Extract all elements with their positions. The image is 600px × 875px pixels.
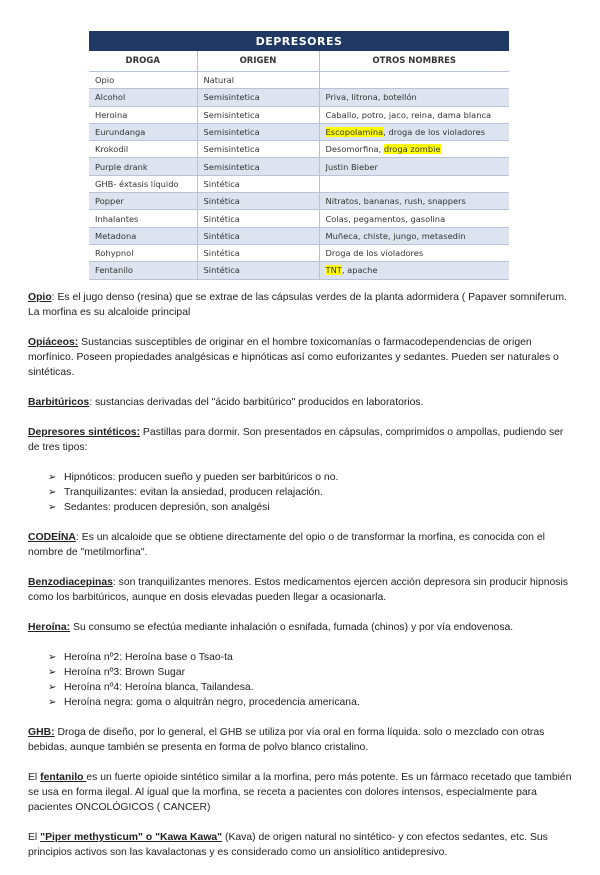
table-row bbox=[89, 72, 509, 89]
text-fentanilo: es un fuerte opioide sintético similar a la morfina, pero más potente. Es un fármaco recetado que también se usa en forma ilegal. Al igual que la morfina, se receta a pacientes con dolores intensos, especialmente para pacientes ONCOLÓGICOS ( CANCER) bbox=[28, 772, 572, 813]
paragraph-barbituricos bbox=[28, 395, 576, 410]
cell-otros bbox=[319, 262, 509, 279]
highlight: droga zombie bbox=[383, 144, 441, 155]
cell-otros: Priva, litrona, botellón bbox=[319, 89, 509, 106]
text-opio: : Es el jugo denso (resina) que se extrae de las cápsulas verdes de la planta adormidera ( Papaver somniferum. La morfina es su alcaloide principal bbox=[28, 292, 567, 318]
cell-origen: Semisintetica bbox=[197, 89, 319, 106]
cell-otros: Justin Bieber bbox=[319, 158, 509, 175]
text-heroina: Su consumo se efectúa mediante inhalación o esnifada, fumada (chinos) y por vía endovenosa. bbox=[70, 622, 514, 633]
cell-otros-text: , droga de los violadores bbox=[383, 127, 486, 138]
cell-origen: Natural bbox=[197, 72, 319, 89]
list-item: ➢ Tranquilizantes: evitan la ansiedad, producen relajación. bbox=[48, 485, 576, 500]
cell-droga: Opio bbox=[89, 72, 197, 89]
cell-droga: Purple drank bbox=[89, 158, 197, 175]
table-row bbox=[89, 141, 509, 158]
paragraph-kava bbox=[28, 830, 576, 860]
highlight: TNT bbox=[325, 265, 342, 276]
paragraph-sinteticos bbox=[28, 425, 576, 455]
cell-origen: Sintética bbox=[197, 262, 319, 279]
pre-kava: El bbox=[28, 832, 41, 843]
text-kava: (Kava) de origen natural no sintético- y con efectos sedantes, etc. Sus principios activos son las kavalactonas y es considerado como un ansiolítico antidepresivo. bbox=[28, 832, 548, 858]
pre-fentanilo: El bbox=[28, 772, 41, 783]
table-row bbox=[89, 210, 509, 227]
list-item: ➢ Heroína nº4: Heroína blanca, Tailandesa. bbox=[48, 680, 576, 695]
cell-origen: Sintética bbox=[197, 193, 319, 210]
cell-otros bbox=[319, 175, 509, 192]
list-item: ➢ Heroína nº2: Heroína base o Tsao-ta bbox=[48, 650, 576, 665]
text-sinteticos: Pastillas para dormir. Son presentados en cápsulas, comprimidos o ampollas, pudiendo ser de tres tipos: bbox=[28, 427, 564, 453]
table-row bbox=[89, 227, 509, 244]
cell-origen: Sintética bbox=[197, 227, 319, 244]
cell-droga: Rohypnol bbox=[89, 244, 197, 261]
depresores-table-container bbox=[89, 31, 509, 280]
term-fentanilo: fentanilo bbox=[40, 772, 87, 783]
cell-droga: GHB- éxtasis líquido bbox=[89, 175, 197, 192]
paragraph-opio bbox=[28, 290, 576, 320]
cell-origen: Sintética bbox=[197, 244, 319, 261]
cell-droga: Fentanilo bbox=[89, 262, 197, 279]
term-heroina: Heroína: bbox=[28, 622, 71, 633]
cell-origen: Sintética bbox=[197, 175, 319, 192]
cell-origen: Semisintetica bbox=[197, 106, 319, 123]
cell-otros bbox=[319, 72, 509, 89]
paragraph-heroina bbox=[28, 620, 576, 635]
cell-otros: Nitratos, bananas, rush, snappers bbox=[319, 193, 509, 210]
cell-droga: Inhalantes bbox=[89, 210, 197, 227]
term-ghb: GHB: bbox=[28, 727, 55, 738]
cell-otros bbox=[319, 123, 509, 140]
paragraph-fentanilo bbox=[28, 770, 576, 815]
cell-otros: Colas, pegamentos, gasolina bbox=[319, 210, 509, 227]
cell-otros-text: Desomorfina, bbox=[325, 144, 384, 155]
list-sinteticos bbox=[28, 470, 576, 515]
list-item: ➢ Sedantes: producen depresión, son analgési bbox=[48, 500, 576, 515]
cell-droga: Eurundanga bbox=[89, 123, 197, 140]
header-droga: DROGA bbox=[89, 51, 197, 72]
cell-origen: Semisintetica bbox=[197, 123, 319, 140]
table-row bbox=[89, 106, 509, 123]
term-benzodiacepinas: Benzodiacepinas bbox=[28, 577, 113, 588]
highlight: Escopolamina bbox=[325, 127, 384, 138]
cell-droga: Heroina bbox=[89, 106, 197, 123]
cell-droga: Popper bbox=[89, 193, 197, 210]
list-heroina bbox=[28, 650, 576, 710]
cell-droga: Metadona bbox=[89, 227, 197, 244]
term-codeina: CODEÍNA bbox=[28, 532, 76, 543]
term-barbituricos: Barbitúricos bbox=[28, 397, 90, 408]
table-row bbox=[89, 193, 509, 210]
list-item: ➢ Heroína negra: goma o alquitrán negro, procedencia americana. bbox=[48, 695, 576, 710]
cell-origen: Sintética bbox=[197, 210, 319, 227]
document-body bbox=[28, 290, 576, 875]
cell-otros: Muñeca, chiste, jungo, metasedin bbox=[319, 227, 509, 244]
text-benzodiacepinas: : son tranquilizantes menores. Estos medicamentos ejercen acción depresora sin producir hipnosis como los barbitúricos, aunque en dosis elevadas pueden llegar a ocasionarla. bbox=[28, 577, 569, 603]
table-row bbox=[89, 158, 509, 175]
text-codeina: : Es un alcaloide que se obtiene directamente del opio o de transformar la morfina, es conocida con el nombre de "metilmorfina". bbox=[28, 532, 545, 558]
table-row bbox=[89, 175, 509, 192]
depresores-table bbox=[89, 31, 509, 280]
term-kava: "Piper methysticum" o "Kawa Kawa" bbox=[40, 832, 223, 843]
cell-droga: Krokodil bbox=[89, 141, 197, 158]
paragraph-opiaceos bbox=[28, 335, 576, 380]
term-opiaceos: Opiáceos: bbox=[28, 337, 79, 348]
text-ghb: Droga de diseño, por lo general, el GHB se utiliza por vía oral en forma líquida. solo o mezclado con otras bebidas, aunque también se presenta en forma de polvo blanco cristalino. bbox=[28, 727, 545, 753]
list-item: ➢ Hipnóticos: producen sueño y pueden ser barbitúricos o no. bbox=[48, 470, 576, 485]
cell-origen: Semisintetica bbox=[197, 141, 319, 158]
paragraph-benzodiacepinas bbox=[28, 575, 576, 605]
header-origen: ORIGEN bbox=[197, 51, 319, 72]
text-opiaceos: Sustancias susceptibles de originar en el hombre toxicomanías o farmacodependencias de origen morfínico. Poseen propiedades analgésicas e hipnóticas así como euforizantes y sedantes. Pueden ser naturales o sintéticas. bbox=[28, 337, 559, 378]
cell-origen: Semisintetica bbox=[197, 158, 319, 175]
cell-otros-text: , apache bbox=[341, 265, 378, 276]
table-title: DEPRESORES bbox=[89, 31, 509, 51]
table-row bbox=[89, 89, 509, 106]
table-row bbox=[89, 244, 509, 261]
table-row bbox=[89, 262, 509, 279]
term-sinteticos: Depresores sintéticos: bbox=[28, 427, 141, 438]
cell-otros: Droga de los violadores bbox=[319, 244, 509, 261]
list-item: ➢ Heroína nº3: Brown Sugar bbox=[48, 665, 576, 680]
cell-otros: Caballo, potro, jaco, reina, dama blanca bbox=[319, 106, 509, 123]
header-otros-nombres: OTROS NOMBRES bbox=[319, 51, 509, 72]
cell-droga: Alcohol bbox=[89, 89, 197, 106]
table-row bbox=[89, 123, 509, 140]
paragraph-codeina bbox=[28, 530, 576, 560]
text-barbituricos: : sustancias derivadas del "ácido barbitúrico" producidos en laboratorios. bbox=[89, 397, 424, 408]
paragraph-ghb bbox=[28, 725, 576, 755]
cell-otros bbox=[319, 141, 509, 158]
term-opio: Opio bbox=[28, 292, 52, 303]
